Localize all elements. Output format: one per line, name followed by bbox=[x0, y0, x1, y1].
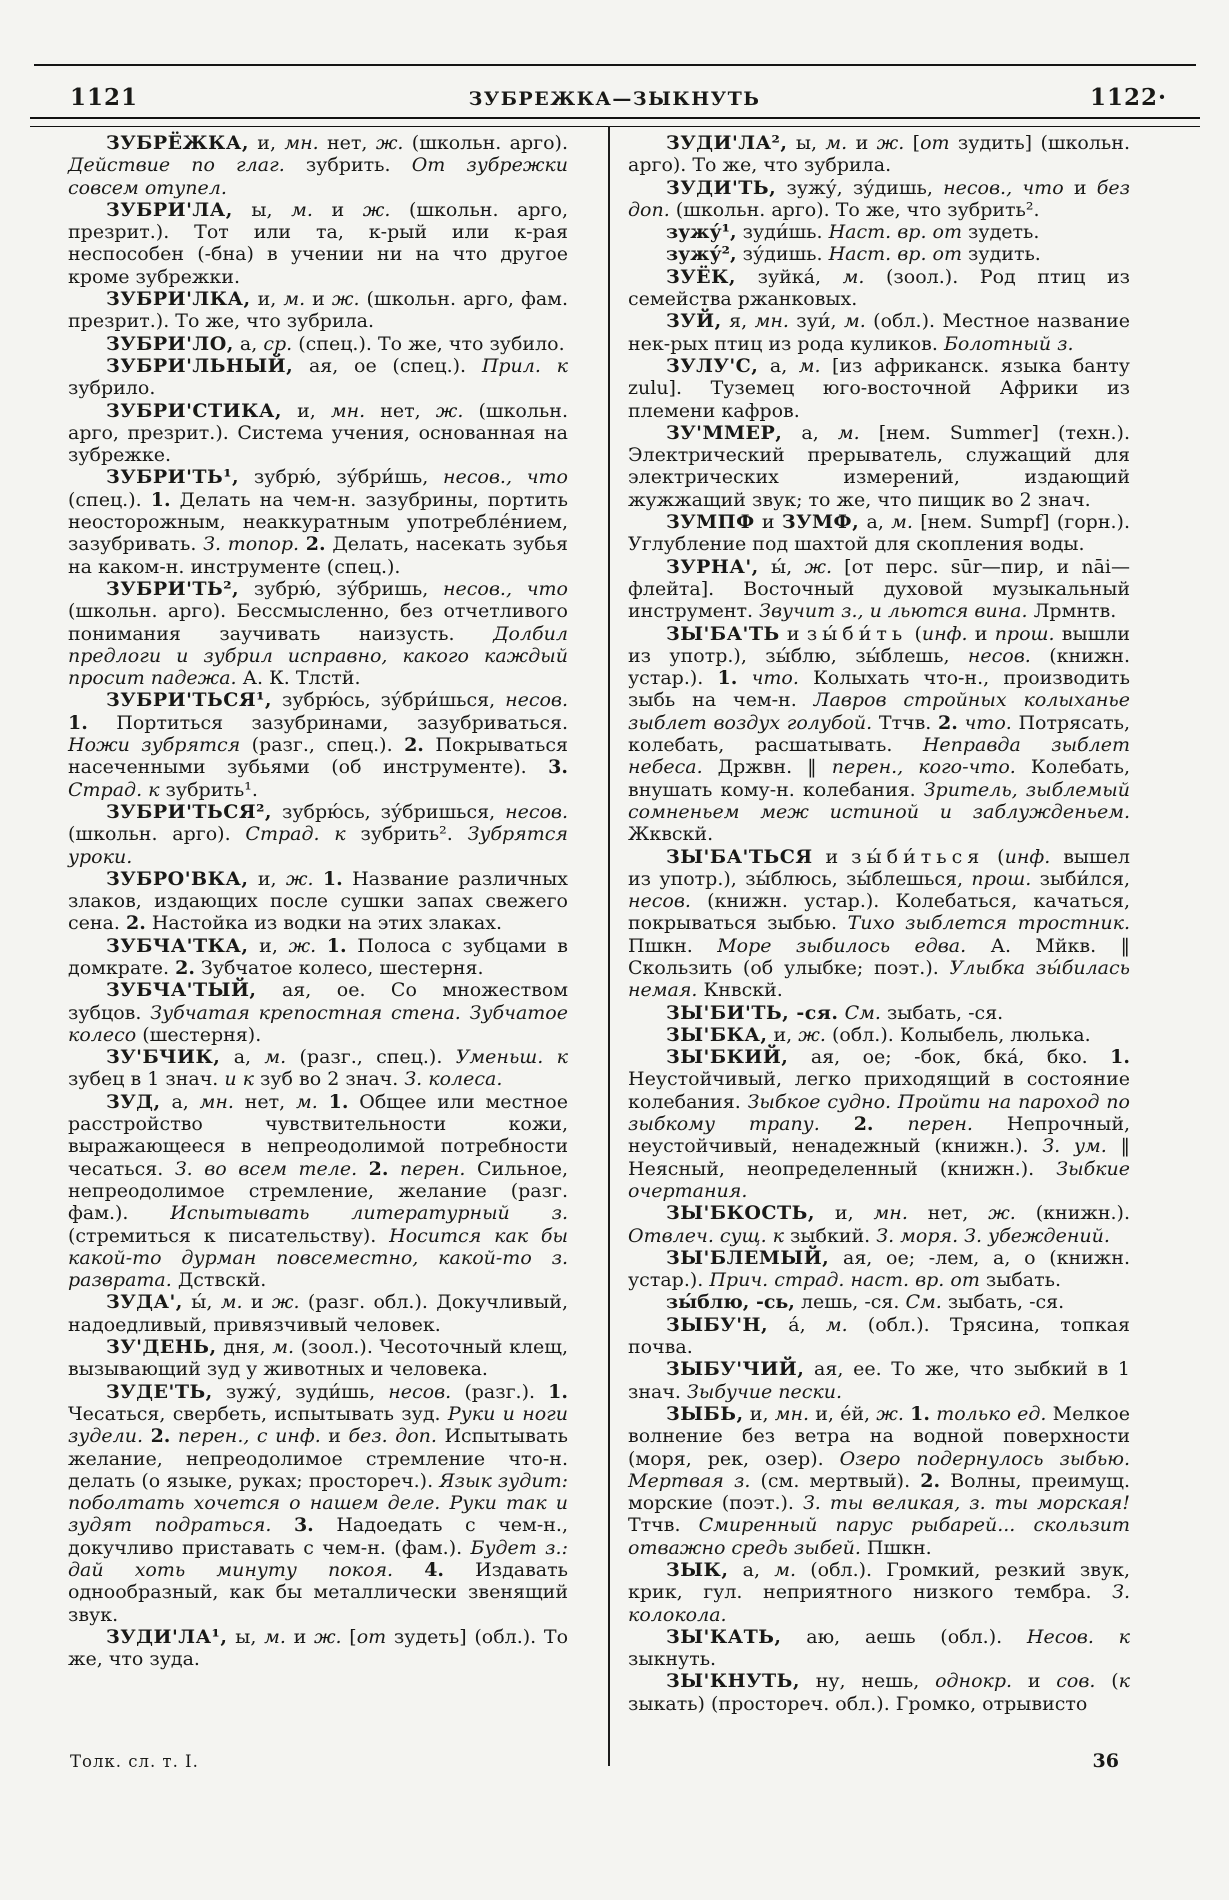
dictionary-entry: ЗУМПФ и ЗУМФ, а, м. [нем. Sumpf] (горн.). Углубление под шахтой для скопления воды. bbox=[628, 511, 1130, 556]
dictionary-entry: ЗЫ'КАТЬ, аю, аешь (обл.). Несов. к зыкнуть. bbox=[628, 1625, 1130, 1671]
dictionary-entry: ЗУБРИ'ЛЬНЫЙ, ая, ое (спец.). Прил. к зубрило. bbox=[68, 354, 568, 400]
dictionary-entry: зужу́¹, зуди́шь. Наст. вр. от зудеть. bbox=[666, 221, 1040, 244]
dictionary-entry: ЗЫ'БКИЙ, ая, ое; -бок, бка́, бко. 1. Неустойчивый, легко приходящий в состояние колебания. Зыбкое судно. Пройти на пароход по зыбкому трапу. 2. перен. Непрочный, неустойчивый, ненадежный (книжн.). З. ум. ‖ Неясный, неопределенный (книжн.). Зыбкие очертания. bbox=[628, 1046, 1131, 1202]
dictionary-entry: ЗЫБУ'Н, а́, м. (обл.). Трясина, топкая почва. bbox=[628, 1313, 1130, 1359]
dictionary-entry: ЗУ'ММЕР, а, м. [нем. Summer] (техн.). Электрический прерыватель, служащий для электрических измерений, издающий жужжащий звук; то же, что пищик во 2 знач. bbox=[628, 421, 1130, 511]
dictionary-entry: ЗЫ'БИ'ТЬ, -ся. См. зыбать, -ся. bbox=[666, 1001, 1004, 1024]
dictionary-entry: ЗУДИ'ЛА¹, ы, м. и ж. [от зудеть] (обл.). То же, что зуда. bbox=[68, 1625, 569, 1671]
dictionary-entry: ЗУБРИ'ТЬ², зубрю́, зу́бришь, несов., что (школьн. арго). Бессмысленно, без отчетливого понимания заучивать наизусть. Долбил предлоги и зубрил исправно, какого каждый просит падежа. А. К. Тлстй. bbox=[68, 577, 568, 690]
dictionary-entry: ЗЫБЬ, и, мн. и, е́й, ж. 1. только ед. Мелкое волнение без ветра на водной поверхности (моря, рек, озер). Озеро подернулось зыбью. Мертвая з. (см. мертвый). 2. Волны, преимущ. морские (поэт.). З. ты великая, з. ты морская! Ттчв. Смиренный парус рыбарей... скользит отважно средь зыбей. Пшкн. bbox=[628, 1402, 1131, 1559]
dictionary-entry: ЗУЛУ'С, а, м. [из африканск. языка банту zulu]. Туземец юго-восточной Африки из племени кафров. bbox=[628, 354, 1130, 422]
footer-signature-number: 36 bbox=[1092, 1750, 1119, 1772]
dictionary-entry: ЗУБРО'ВКА, и, ж. 1. Название различных злаков, издающих после сушки запах свежего сена. 2. Настойка из водки на этих злаках. bbox=[68, 867, 568, 935]
dictionary-entry: ЗУБРИ'ЛО, а, ср. (спец.). То же, что зубило. bbox=[106, 332, 565, 355]
dictionary-entry: ЗЫ'КНУТЬ, ну, нешь, однокр. и сов. (к зыкать) (простореч. обл.). Громко, отрывисто bbox=[628, 1670, 1130, 1715]
dictionary-entry: ЗУБРИ'ТЬ¹, зубрю́, зу́бри́шь, несов., что (спец.). 1. Делать на чем-н. зазубрины, портить неосторожным, неаккуратным употребле́нием, зазубривать. З. топор. 2. Делать, насекать зубья на каком-н. инструменте (спец.). bbox=[68, 466, 568, 578]
dictionary-entry: ЗУДА', ы́, м. и ж. (разг. обл.). Докучливый, надоедливый, привязчивый человек. bbox=[68, 1291, 569, 1336]
dictionary-entry: ЗУДИ'ЛА², ы, м. и ж. [от зудить] (школьн. арго). То же, что зубрила. bbox=[628, 132, 1130, 177]
dictionary-entry: зы́блю, -сь, лешь, -ся. См. зыбать, -ся. bbox=[666, 1291, 1065, 1314]
dictionary-entry: ЗУБРИ'СТИКА, и, мн. нет, ж. (школьн. арго, презрит.). Система учения, основанная на зубрежке. bbox=[68, 399, 568, 467]
dictionary-entry: ЗУДИ'ТЬ, зужу́, зу́дишь, несов., что и без доп. (школьн. арго). То же, что зубрить². bbox=[628, 176, 1131, 221]
header-double-rule bbox=[30, 117, 1200, 127]
dictionary-entry: ЗУБРИ'ТЬСЯ², зубрю́сь, зу́бришься, несов. (школьн. арго). Страд. к зубрить². Зубрятся уроки. bbox=[68, 800, 568, 868]
dictionary-entry: ЗУБЧА'ТЫЙ, ая, ое. Со множеством зубцов. Зубчатая крепостная стена. Зубчатое колесо (шестерня). bbox=[68, 979, 568, 1046]
page-number-right: 1122· bbox=[1089, 84, 1167, 111]
dictionary-entry: ЗЫ'БА'ТЬСЯ и зы́би́ться (инф. вышел из употр.), зы́блюсь, зы́блешься, прош. зыби́лся, несов. (книжн. устар.). Колебаться, качаться, покрываться зыбью. Тихо зыблется тростник. Пшкн. Море зыбилось едва. А. Мйкв. ‖ Скользить (об улыбке; поэт.). Улыбка зы́билась немая. Кнвскй. bbox=[628, 845, 1130, 1002]
right-column bbox=[628, 132, 1130, 1715]
dictionary-entry: ЗУБРИ'ЛКА, и, м. и ж. (школьн. арго, фам. презрит.). То же, что зубрила. bbox=[68, 288, 568, 333]
dictionary-entry: ЗУЙ, я, мн. зуи́, м. (обл.). Местное название нек-рых птиц из рода куликов. Болотный з. bbox=[628, 310, 1130, 355]
running-head: ЗУБРЕЖКА—ЗЫКНУТЬ bbox=[468, 88, 761, 110]
footer-volume-note: Толк. сл. т. I. bbox=[70, 1752, 199, 1771]
dictionary-entry: ЗУБЧА'ТКА, и, ж. 1. Полоса с зубцами в домкрате. 2. Зубчатое колесо, шестерня. bbox=[68, 934, 568, 979]
top-rule bbox=[34, 64, 1196, 66]
dictionary-entry: ЗУ'ДЕНЬ, дня, м. (зоол.). Чесоточный клещ, вызывающий зуд у животных и человека. bbox=[68, 1336, 568, 1381]
dictionary-entry: ЗУРНА', ы́, ж. [от перс. sūr—пир, и nāi—флейта]. Восточный духовой музыкальный инструмент. Звучит з., и льются вина. Лрмнтв. bbox=[628, 555, 1130, 623]
dictionary-entry: ЗУЁК, зуйка́, м. (зоол.). Род птиц из семейства ржанковых. bbox=[628, 265, 1130, 311]
dictionary-entry: ЗЫБУ'ЧИЙ, ая, ее. То же, что зыбкий в 1 знач. Зыбучие пески. bbox=[628, 1358, 1130, 1403]
dictionary-entry: ЗУБРЁЖКА, и, мн. нет, ж. (школьн. арго). Действие по глаг. зубрить. От зубрежки совсем отупел. bbox=[68, 132, 568, 199]
dictionary-entry: ЗУ'БЧИК, а, м. (разг., спец.). Уменьш. к зубец в 1 знач. и к зуб во 2 знач. З. колеса. bbox=[68, 1046, 568, 1091]
dictionary-entry: ЗЫ'БКОСТЬ, и, мн. нет, ж. (книжн.). Отвлеч. сущ. к зыбкий. З. моря. З. убеждений. bbox=[628, 1202, 1130, 1247]
dictionary-entry: ЗЫ'БА'ТЬ и зы́би́ть (инф. и прош. вышли из употр.), зы́блю, зы́блешь, несов. (книжн. устар.). 1. что. Колыхать что-н., производить зыбь на чем-н. Лавров стройных колыханье зыблет воздух голубой. Ттчв. 2. что. Потрясать, колебать, расшатывать. Неправда зыблет небеса. Држвн. ‖ перен., кого-что. Колебать, внушать кому-н. колебания. Зритель, зыблемый сомненьем меж истиной и заблужденьем. Жквскй. bbox=[628, 622, 1131, 846]
dictionary-entry: зужу́², зу́дишь. Наст. вр. от зудить. bbox=[666, 243, 1041, 266]
column-divider bbox=[608, 126, 610, 1766]
dictionary-entry: ЗЫ'БЛЕМЫЙ, ая, ое; -лем, а, о (книжн. устар.). Прич. страд. наст. вр. от зыбать. bbox=[628, 1246, 1130, 1292]
dictionary-entry: ЗУД, а, мн. нет, м. 1. Общее или местное расстройство чувствительности кожи, выражающееся в непреодолимой потребности чесаться. З. во всем теле. 2. перен. Сильное, непреодолимое стремление, желание (разг. фам.). Испытывать литературный з. (стремиться к писательству). Носится как бы какой-то дурман повсеместно, какой-то з. разврата. Дствскй. bbox=[68, 1090, 569, 1292]
page-number-left: 1121 bbox=[70, 84, 139, 111]
left-column bbox=[68, 132, 568, 1670]
dictionary-entry: ЗУДЕ'ТЬ, зужу́, зуди́шь, несов. (разг.). 1. Чесаться, свербеть, испытывать зуд. Руки и ноги зудели. 2. перен., с инф. и без. доп. Испытывать желание, непреодолимое стремление что-н. делать (о языке, руках; простореч.). Язык зудит: поболтать хочется о нашем деле. Руки так и зудят подраться. 3. Надоедать с чем-н., докучливо приставать с чем-н. (фам.). Будет з.: дай хоть минуту покоя. 4. Издавать однообразный, как бы металлически звенящий звук. bbox=[68, 1380, 568, 1626]
dictionary-entry: ЗЫ'БКА, и, ж. (обл.). Колыбель, люлька. bbox=[666, 1023, 1091, 1046]
dictionary-entry: ЗЫК, а, м. (обл.). Громкий, резкий звук, крик, гул. неприятного низкого тембра. З. колокола. bbox=[628, 1559, 1130, 1626]
dictionary-entry: ЗУБРИ'ЛА, ы, м. и ж. (школьн. арго, презрит.). Тот или та, к-рый или к-рая неспособен (-бна) в учении ни на что другое кроме зубрежки. bbox=[68, 198, 568, 288]
dictionary-entry: ЗУБРИ'ТЬСЯ¹, зубрю́сь, зу́бри́шься, несов. 1. Портиться зазубринами, зазубриваться. Ножи зубрятся (разг., спец.). 2. Покрываться насеченными зубьями (об инструменте). 3. Страд. к зубрить¹. bbox=[68, 689, 569, 801]
